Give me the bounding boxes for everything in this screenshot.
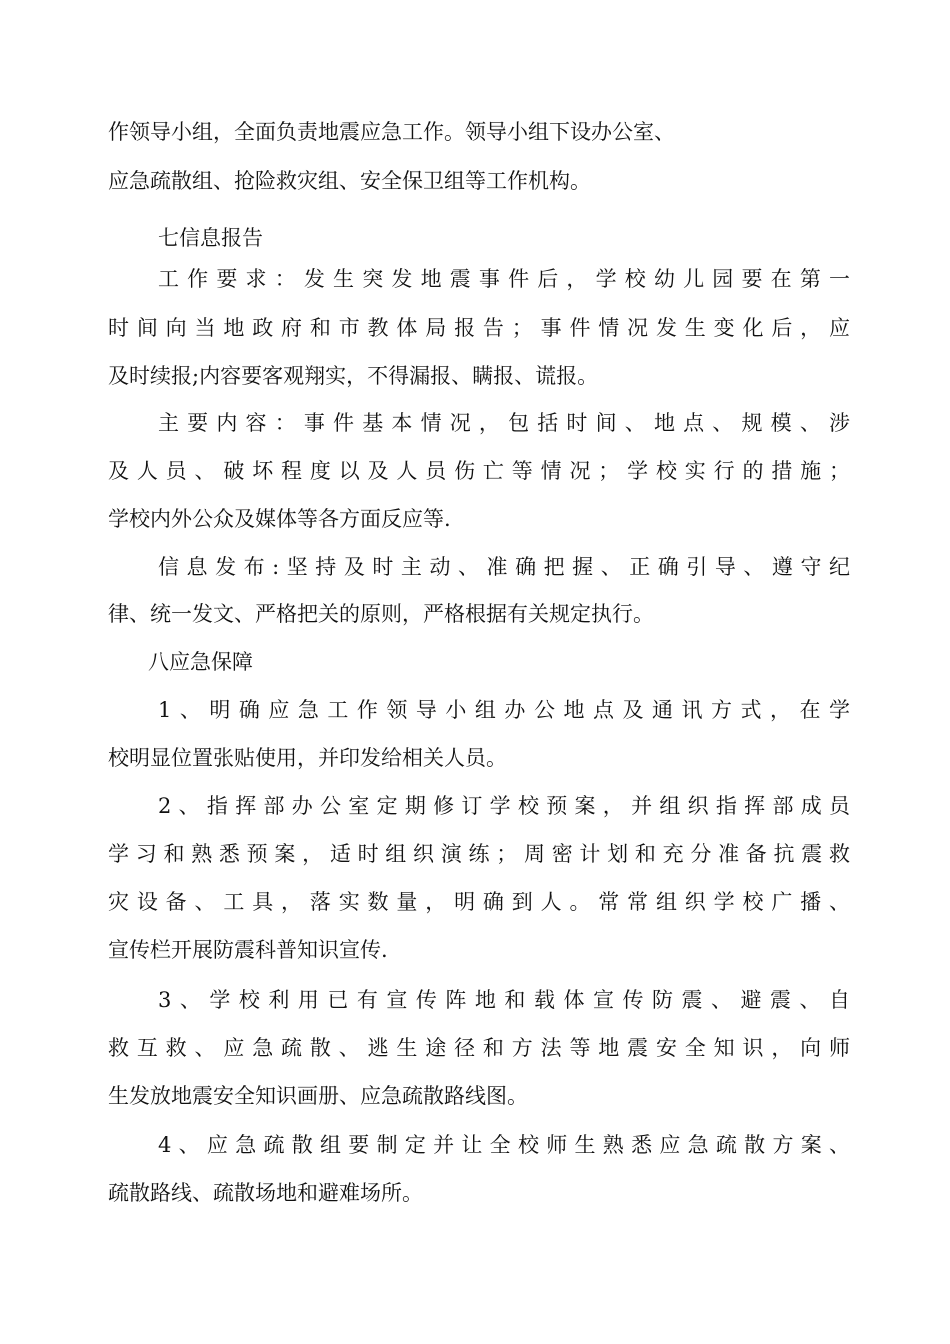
text-line: 3、学校利用已有宣传阵地和载体宣传防震、避震、自 (158, 988, 850, 1012)
text-line: 疏散路线、疏散场地和避难场所。 (108, 1181, 423, 1205)
text-line: 校明显位置张贴使用，并印发给相关人员。 (108, 746, 507, 770)
text-line: 救互救、应急疏散、逃生途径和方法等地震安全知识，向师 (108, 1036, 850, 1060)
text-line: 学校内外公众及媒体等各方面反应等. (108, 507, 451, 531)
text-line: 作领导小组，全面负责地震应急工作。领导小组下设办公室、 (108, 120, 675, 144)
text-line: 信息发布:坚持及时主动、准确把握、正确引导、遵守纪 (158, 555, 850, 579)
text-line: 灾设备、工具，落实数量，明确到人。常常组织学校广播、 (108, 890, 850, 914)
text-line: 及人员、破坏程度以及人员伤亡等情况；学校实行的措施； (108, 459, 850, 483)
text-line: 时间向当地政府和市教体局报告；事件情况发生变化后，应 (108, 316, 850, 340)
text-line: 2、指挥部办公室定期修订学校预案，并组织指挥部成员 (158, 794, 850, 818)
section-heading: 八应急保障 (148, 650, 253, 674)
text-line: 律、统一发文、严格把关的原则，严格根据有关规定执行。 (108, 602, 654, 626)
text-line: 学习和熟悉预案，适时组织演练；周密计划和充分准备抗震救 (108, 842, 850, 866)
text-line: 4、应急疏散组要制定并让全校师生熟悉应急疏散方案、 (158, 1133, 850, 1157)
text-line: 宣传栏开展防震科普知识宣传. (108, 938, 388, 962)
text-line: 主要内容：事件基本情况，包括时间、地点、规模、涉 (158, 411, 850, 435)
text-line: 生发放地震安全知识画册、应急疏散路线图。 (108, 1084, 528, 1108)
text-line: 应急疏散组、抢险救灾组、安全保卫组等工作机构。 (108, 169, 591, 193)
text-line: 工作要求：发生突发地震事件后，学校幼儿园要在第一 (158, 267, 850, 291)
section-heading: 七信息报告 (158, 226, 263, 250)
text-line: 1、明确应急工作领导小组办公地点及通讯方式，在学 (158, 698, 850, 722)
text-line: 及时续报;内容要客观翔实，不得漏报、瞒报、谎报。 (108, 364, 599, 388)
